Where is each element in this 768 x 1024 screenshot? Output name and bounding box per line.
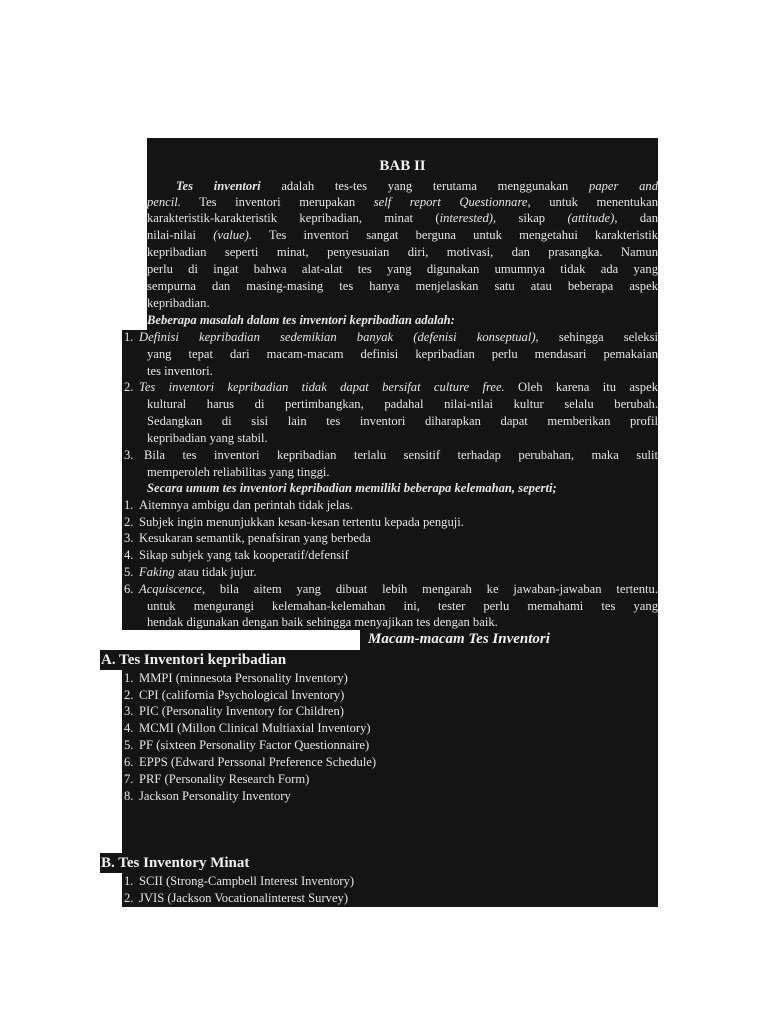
intro-line-8: kepribadian. — [147, 296, 210, 310]
list-number: 6. — [124, 755, 134, 769]
kelemahan-heading: Secara umum tes inventori kepribadian memiliki beberapa kelemahan, seperti; — [147, 481, 557, 495]
list-number: 8. — [124, 789, 134, 803]
masalah-heading: Beberapa masalah dalam tes inventori kepribadian adalah: — [147, 313, 455, 327]
section-a-item: CPI (california Psychological Inventory) — [139, 688, 345, 702]
list-number: 5. — [124, 738, 134, 752]
kelemahan-item-6: Acquiscence, bila aitem yang dibuat lebih mengarah ke jawaban-jawaban tertentu. — [139, 582, 658, 596]
list-number: 3. — [124, 448, 134, 462]
list-number: 1. — [124, 874, 134, 888]
section-b-item: JVIS (Jackson Vocationalinterest Survey) — [139, 891, 349, 905]
list-number: 2. — [124, 891, 134, 905]
section-a-item: MCMI (Millon Clinical Multiaxial Inventory) — [139, 721, 371, 735]
list-number: 7. — [124, 772, 134, 786]
masalah-item-2-line-3: Sedangkan di sisi lain tes inventori diharapkan dapat memberikan profil — [147, 414, 658, 428]
section-a-item: PIC (Personality Inventory for Children) — [139, 704, 344, 718]
masalah-item-1-line-2: yang tepat dari macam-macam definisi kepribadian perlu mendasari pemakaian — [147, 347, 658, 361]
section-a-item: PF (sixteen Personality Factor Questionnaire) — [139, 738, 370, 752]
list-number: 2. — [124, 380, 134, 394]
list-number: 5. — [124, 565, 134, 579]
section-a-item: MMPI (minnesota Personality Inventory) — [139, 671, 348, 685]
section-title-macam: Macam-macam Tes Inventori — [368, 631, 550, 647]
intro-line-6: perlu di ingat bahwa alat-alat tes yang digunakan umumnya tidak ada yang — [147, 262, 658, 276]
section-a-item: PRF (Personality Research Form) — [139, 772, 310, 786]
list-number: 1. — [124, 330, 134, 344]
intro-line-3: karakteristik-karakteristik kepribadian, minat (interested), sikap (attitude), dan — [147, 211, 659, 225]
kelemahan-tail-1: untuk mengurangi kelemahan-kelemahan ini, tester perlu memahami tes yang — [147, 599, 658, 613]
masalah-item-3-line-2: memperoleh reliabilitas yang tinggi. — [147, 465, 330, 479]
section-b-item: SCII (Strong-Campbell Interest Inventory) — [139, 874, 355, 888]
section-b-heading: B. Tes Inventory Minat — [101, 855, 250, 871]
list-number: 1. — [124, 671, 134, 685]
masalah-item-2-line-1: Tes inventori kepribadian tidak dapat bersifat culture free. Oleh karena itu aspek — [139, 380, 658, 394]
intro-line-1: Tes inventori adalah tes-tes yang terutama menggunakan paper and — [176, 179, 659, 193]
list-number: 3. — [124, 704, 134, 718]
list-number: 4. — [124, 548, 134, 562]
kelemahan-tail-2: hendak digunakan dengan baik sehingga menyajikan tes dengan baik. — [147, 615, 498, 629]
section-a-item: Jackson Personality Inventory — [139, 789, 291, 803]
list-number: 6. — [124, 582, 134, 596]
masalah-item-2-line-4: kepribadian yang stabil. — [147, 431, 268, 445]
masalah-item-1-line-1: Definisi kepribadian sedemikian banyak (defenisi konseptual), sehingga seleksi — [139, 330, 658, 344]
kelemahan-item-1: Aitemnya ambigu dan perintah tidak jelas. — [139, 498, 354, 512]
chapter-title: BAB II — [379, 158, 426, 174]
list-number: 3. — [124, 531, 134, 545]
kelemahan-item-5: Faking atau tidak jujur. — [139, 565, 257, 579]
intro-line-5: kepribadian seperti minat, penyesuaian diri, motivasi, dan prasangka. Namun — [147, 245, 658, 259]
masalah-item-3-line-1: Bila tes inventori kepribadian terlalu sensitif terhadap perubahan, maka sulit — [144, 448, 658, 462]
intro-line-4: nilai-nilai (value). Tes inventori sangat berguna untuk mengetahui karakteristik — [147, 228, 658, 242]
section-a-item: EPPS (Edward Perssonal Preference Schedule) — [139, 755, 377, 769]
masalah-item-2-line-2: kultural harus di pertimbangkan, padahal nilai-nilai kultur selalu berubah. — [147, 397, 658, 411]
list-number: 1. — [124, 498, 134, 512]
list-number: 2. — [124, 688, 134, 702]
list-number: 4. — [124, 721, 134, 735]
intro-line-2: pencil. Tes inventori merupakan self report Questionnare, untuk menentukan — [147, 195, 659, 209]
kelemahan-item-4: Sikap subjek yang tak kooperatif/defensif — [139, 548, 349, 562]
section-a-heading: A. Tes Inventori kepribadian — [101, 652, 287, 668]
intro-line-7: sempurna dan masing-masing tes hanya menjelaskan satu atau beberapa aspek — [147, 279, 658, 293]
list-number: 2. — [124, 515, 134, 529]
kelemahan-item-2: Subjek ingin menunjukkan kesan-kesan tertentu kepada penguji. — [139, 515, 464, 529]
masalah-item-1-line-3: tes inventori. — [147, 364, 213, 378]
kelemahan-item-3: Kesukaran semantik, penafsiran yang berbeda — [139, 531, 371, 545]
